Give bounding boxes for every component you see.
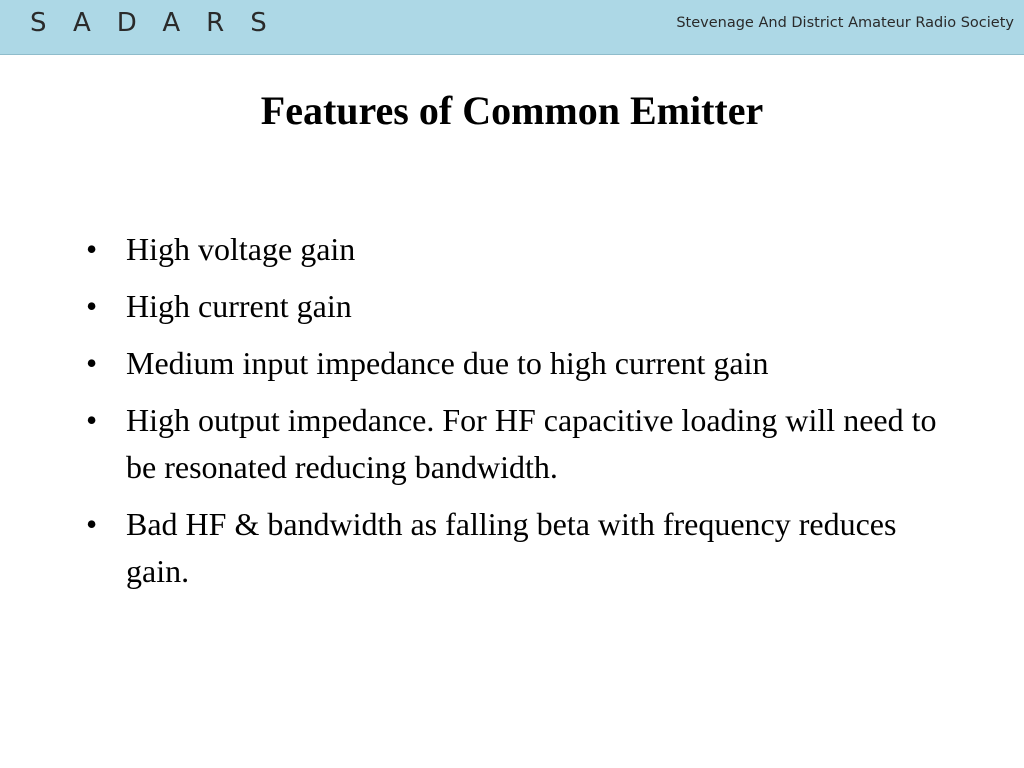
bullet-icon: • <box>86 506 98 542</box>
slide-title: Features of Common Emitter <box>260 88 764 133</box>
society-name: Stevenage And District Amateur Radio Society <box>676 15 1014 31</box>
bullet-text: Bad HF & bandwidth as falling beta with frequency reduces gain. <box>126 506 897 589</box>
sadars-logo: SADARS <box>30 8 293 38</box>
bullet-item <box>86 340 956 387</box>
bullet-list <box>86 226 956 605</box>
bullet-item <box>86 397 956 491</box>
bullet-icon: • <box>86 288 98 324</box>
bullet-item <box>86 226 956 273</box>
bullet-text: High output impedance. For HF capacitive loading will need to be resonated reducing bandwidth. <box>126 402 937 485</box>
bullet-text: High current gain <box>126 288 352 324</box>
bullet-item <box>86 283 956 330</box>
bullet-item <box>86 501 956 595</box>
bullet-icon: • <box>86 402 98 438</box>
bullet-icon: • <box>86 345 98 381</box>
bullet-text: High voltage gain <box>126 231 356 267</box>
bullet-icon: • <box>86 231 98 267</box>
header-banner <box>0 0 1024 55</box>
bullet-text: Medium input impedance due to high current gain <box>126 345 769 381</box>
